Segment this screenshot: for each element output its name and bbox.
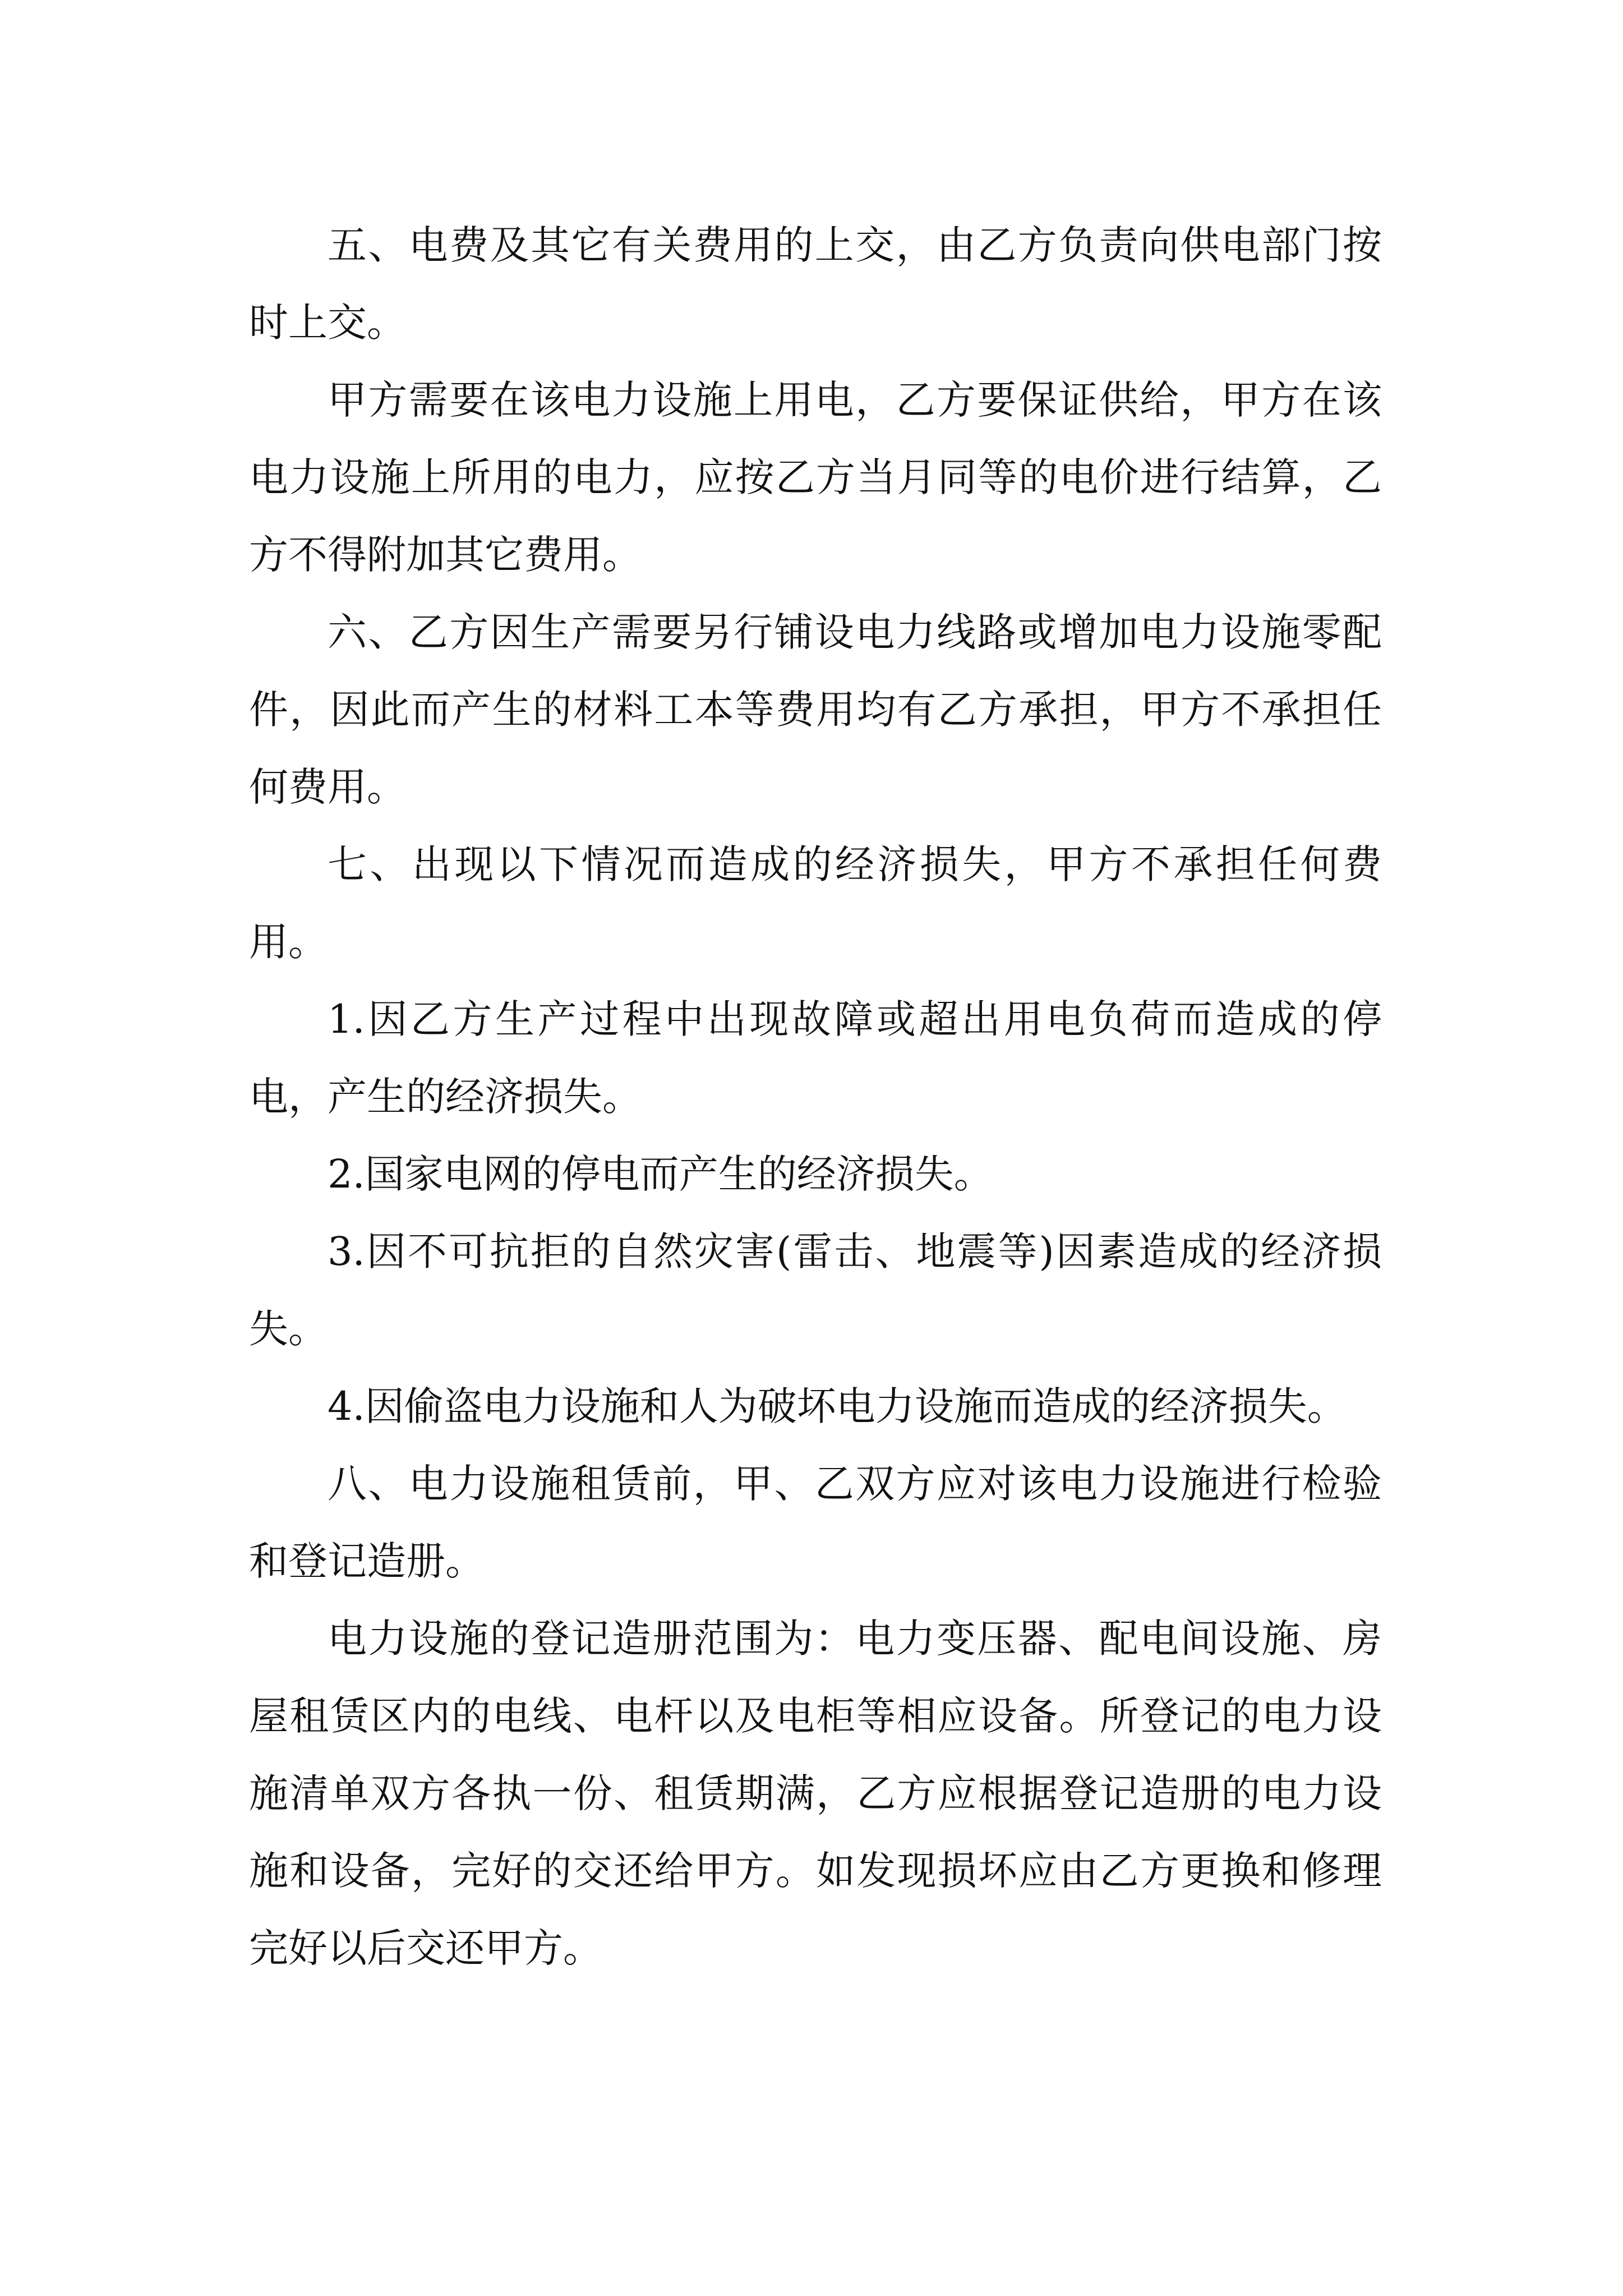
clause-8-paragraph: 八、电力设施租赁前，甲、乙双方应对该电力设施进行检验和登记造册。 bbox=[249, 1461, 1382, 1584]
clause-7-paragraph: 七、出现以下情况而造成的经济损失，甲方不承担任何费用。 bbox=[249, 841, 1382, 965]
document-page bbox=[249, 206, 1382, 1987]
clause-5-power-supply-paragraph: 甲方需要在该电力设施上用电，乙方要保证供给，甲方在该电力设施上所用的电力，应按乙方当月同等的电价进行结算，乙方不得附加其它费用。 bbox=[249, 377, 1382, 578]
clause-5-paragraph: 五、电费及其它有关费用的上交，由乙方负责向供电部门按时上交。 bbox=[249, 222, 1382, 346]
clause-7-item-2: 2.国家电网的停电而产生的经济损失。 bbox=[328, 1151, 993, 1197]
clause-7-item-4: 4.因偷盗电力设施和人为破坏电力设施而造成的经济损失。 bbox=[328, 1383, 1347, 1429]
clause-7-item-3: 3.因不可抗拒的自然灾害(雷击、地震等)因素造成的经济损失。 bbox=[249, 1228, 1382, 1352]
clause-8-registration-scope-paragraph: 电力设施的登记造册范围为：电力变压器、配电间设施、房屋租赁区内的电线、电杆以及电柜等相应设备。所登记的电力设施清单双方各执一份、租赁期满，乙方应根据登记造册的电力设施和设备，完好的交还给甲方。如发现损坏应由乙方更换和修理完好以后交还甲方。 bbox=[249, 1616, 1382, 1971]
clause-7-item-1: 1.因乙方生产过程中出现故障或超出用电负荷而造成的停电，产生的经济损失。 bbox=[249, 996, 1382, 1120]
clause-6-paragraph: 六、乙方因生产需要另行铺设电力线路或增加电力设施零配件，因此而产生的材料工本等费用均有乙方承担，甲方不承担任何费用。 bbox=[249, 609, 1382, 810]
